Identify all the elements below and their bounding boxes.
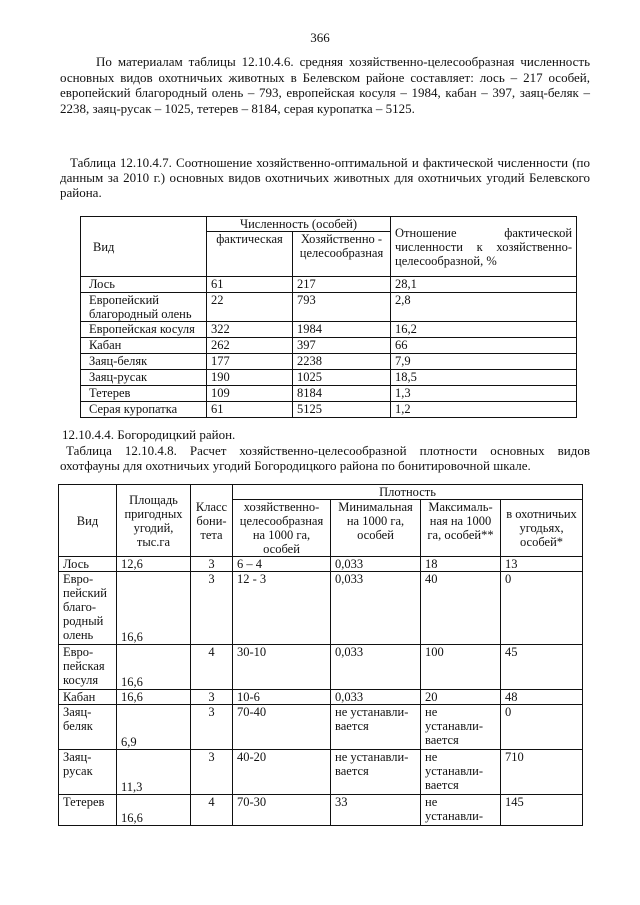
table1-cell-economic: 397 [293, 338, 391, 354]
table1-cell-species: Европейская косуля [81, 322, 207, 338]
table1-cell-actual: 322 [207, 322, 293, 338]
table2-cell-area: 12,6 [117, 557, 191, 572]
table2-cell-in-lands: 48 [501, 690, 583, 705]
table2-cell-max: не устанавли-вается [421, 750, 501, 795]
table2-cell-in-lands: 145 [501, 795, 583, 826]
table1-cell-ratio: 28,1 [391, 277, 577, 293]
table2-cell-economic: 30-10 [233, 645, 331, 690]
table1-cell-ratio: 1,2 [391, 402, 577, 418]
table2-cell-in-lands: 0 [501, 572, 583, 645]
table2-cell-species: Заяц-беляк [59, 705, 117, 750]
table2-cell-min: 0,033 [331, 690, 421, 705]
table1-cell-species: Серая куропатка [81, 402, 207, 418]
table1-cell-ratio: 18,5 [391, 370, 577, 386]
table-row [81, 354, 577, 370]
table2-cell-species: Кабан [59, 690, 117, 705]
table2-header-species: Вид [59, 485, 117, 557]
table2-cell-in-lands: 45 [501, 645, 583, 690]
table-row [81, 338, 577, 354]
table2-cell-in-lands: 13 [501, 557, 583, 572]
table2-cell-min: 0,033 [331, 557, 421, 572]
table2-cell-max: не устанавли- [421, 795, 501, 826]
table1-cell-ratio: 7,9 [391, 354, 577, 370]
table1-header-species: Вид [81, 217, 207, 277]
table1-cell-actual: 190 [207, 370, 293, 386]
table1-cell-actual: 177 [207, 354, 293, 370]
page-number: 366 [310, 30, 330, 45]
table2-cell-in-lands: 710 [501, 750, 583, 795]
table2-header-in-lands: в охотничьих угодьях, особей* [501, 500, 583, 557]
table1 [80, 216, 577, 418]
table2-cell-min: не устанавли-вается [331, 750, 421, 795]
table2-header-min: Минимальная на 1000 га, особей [331, 500, 421, 557]
table1-cell-economic: 217 [293, 277, 391, 293]
table2-cell-area: 6,9 [117, 705, 191, 750]
table1-cell-species: Кабан [81, 338, 207, 354]
table2-cell-min: 0,033 [331, 572, 421, 645]
table1-cell-species: Заяц-беляк [81, 354, 207, 370]
table2-header-class: Класс бони-тета [191, 485, 233, 557]
table2-cell-class: 3 [191, 557, 233, 572]
table2-cell-economic: 70-30 [233, 795, 331, 826]
table-row [59, 572, 583, 645]
table2-cell-area: 16,6 [117, 690, 191, 705]
intro-paragraph: По материалам таблицы 12.10.4.6. средняя хозяйственно-целесообразная численность основных видов охотничьих животных в Белевском районе составляет: лось – 217 особей, европейский благородный олень – 793, европейская косуля – 1984, кабан – 397, заяц-беляк – 2238, заяц-русак – 1025, тетерев – 8184, серая куропатка – 5125. [60, 54, 590, 116]
table1-cell-economic: 8184 [293, 386, 391, 402]
table2-header-density-group: Плотность [233, 485, 583, 500]
table1-cell-economic: 2238 [293, 354, 391, 370]
table-row [81, 277, 577, 293]
table2-cell-area: 16,6 [117, 795, 191, 826]
table2-header-economic: хозяйственно-целесообразная на 1000 га, особей [233, 500, 331, 557]
table1-cell-species: Европейский благородный олень [81, 293, 207, 322]
table-row [81, 293, 577, 322]
table-row [81, 402, 577, 418]
table2-cell-species: Тетерев [59, 795, 117, 826]
table2-cell-economic: 12 - 3 [233, 572, 331, 645]
table1-header-actual: фактическая [207, 232, 293, 277]
table-row [59, 557, 583, 572]
table1-cell-actual: 61 [207, 277, 293, 293]
table2-cell-economic: 70-40 [233, 705, 331, 750]
table1-header-ratio: Отношение фактической численности к хозяйственно-целесообразной, % [391, 217, 577, 277]
table1-cell-species: Тетерев [81, 386, 207, 402]
table2 [58, 484, 583, 826]
table2-header-max: Максималь-ная на 1000 га, особей** [421, 500, 501, 557]
table2-cell-species: Заяц-русак [59, 750, 117, 795]
table2-cell-max: 40 [421, 572, 501, 645]
table-row [59, 705, 583, 750]
table2-cell-class: 3 [191, 705, 233, 750]
table2-cell-min: 0,033 [331, 645, 421, 690]
table1-cell-actual: 262 [207, 338, 293, 354]
table1-cell-actual: 109 [207, 386, 293, 402]
table2-cell-economic: 6 – 4 [233, 557, 331, 572]
table1-cell-ratio: 2,8 [391, 293, 577, 322]
table-row [59, 690, 583, 705]
table1-cell-actual: 61 [207, 402, 293, 418]
table2-cell-economic: 10-6 [233, 690, 331, 705]
table2-cell-max: 100 [421, 645, 501, 690]
table2-cell-min: не устанавли-вается [331, 705, 421, 750]
table1-cell-economic: 5125 [293, 402, 391, 418]
table-row [59, 645, 583, 690]
table2-cell-max: не устанавли-вается [421, 705, 501, 750]
table2-cell-species: Евро-пейский благо-родный олень [59, 572, 117, 645]
table2-cell-economic: 40-20 [233, 750, 331, 795]
table-row [59, 795, 583, 826]
table2-cell-area: 11,3 [117, 750, 191, 795]
table2-cell-min: 33 [331, 795, 421, 826]
table2-cell-in-lands: 0 [501, 705, 583, 750]
table2-header-area: Площадь пригодных угодий, тыс.га [117, 485, 191, 557]
table1-cell-ratio: 16,2 [391, 322, 577, 338]
table-row [81, 322, 577, 338]
table2-cell-species: Евро-пейская косуля [59, 645, 117, 690]
table-row [59, 750, 583, 795]
table1-cell-actual: 22 [207, 293, 293, 322]
table-row [81, 370, 577, 386]
table1-cell-species: Лось [81, 277, 207, 293]
table1-caption: Таблица 12.10.4.7. Соотношение хозяйственно-оптимальной и фактической численности (по данным за 2010 г.) основных видов охотничьих животных для охотничьих угодий Белевского района. [60, 155, 590, 200]
table1-header-economic: Хозяйственно - целесообразная [293, 232, 391, 277]
table1-cell-economic: 793 [293, 293, 391, 322]
table1-cell-ratio: 1,3 [391, 386, 577, 402]
table2-cell-class: 4 [191, 795, 233, 826]
table1-header-count-group: Численность (особей) [207, 217, 391, 232]
table2-caption: Таблица 12.10.4.8. Расчет хозяйственно-целесообразной плотности основных видов охотфауны для охотничьих угодий Богородицкого района по бонитировочной шкале. [60, 443, 590, 473]
table2-cell-max: 20 [421, 690, 501, 705]
table1-cell-economic: 1025 [293, 370, 391, 386]
table2-cell-class: 4 [191, 645, 233, 690]
table1-cell-ratio: 66 [391, 338, 577, 354]
table2-cell-species: Лось [59, 557, 117, 572]
table2-cell-class: 3 [191, 750, 233, 795]
table2-cell-class: 3 [191, 572, 233, 645]
table-row [81, 386, 577, 402]
table1-cell-species: Заяц-русак [81, 370, 207, 386]
table2-cell-class: 3 [191, 690, 233, 705]
table2-cell-area: 16,6 [117, 572, 191, 645]
table2-cell-area: 16,6 [117, 645, 191, 690]
table2-cell-max: 18 [421, 557, 501, 572]
table1-cell-economic: 1984 [293, 322, 391, 338]
section-subheading: 12.10.4.4. Богородицкий район. [62, 427, 236, 442]
